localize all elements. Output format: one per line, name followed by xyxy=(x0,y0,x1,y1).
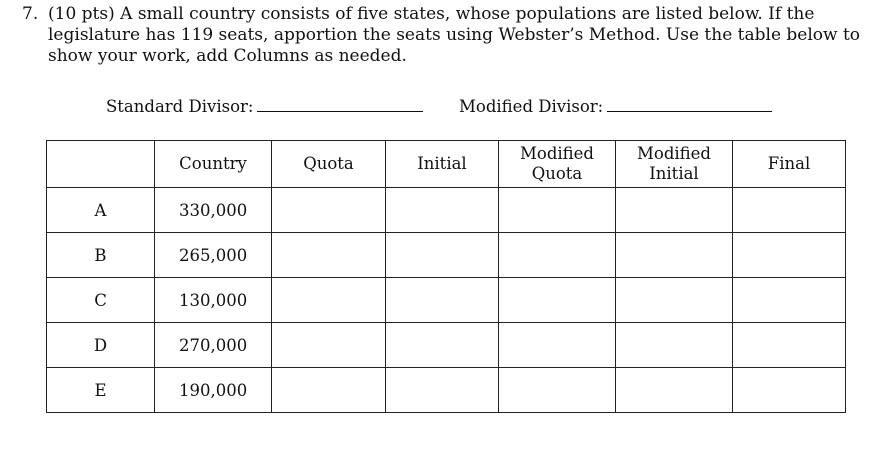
problem-number: 7. xyxy=(22,4,39,24)
modified-divisor-blank xyxy=(607,95,772,112)
modified-quota-cell[interactable] xyxy=(499,278,616,323)
header-initial: Initial xyxy=(386,141,499,188)
header-modified-initial-text: Modified Initial xyxy=(636,144,711,183)
standard-divisor xyxy=(106,95,423,116)
header-country: Country xyxy=(155,141,272,188)
quota-cell[interactable] xyxy=(272,323,386,368)
modified-quota-cell[interactable] xyxy=(499,323,616,368)
population-cell: 265,000 xyxy=(155,233,272,278)
quota-cell[interactable] xyxy=(272,278,386,323)
modified-initial-cell[interactable] xyxy=(616,368,733,413)
final-cell[interactable] xyxy=(733,323,846,368)
header-state xyxy=(47,141,155,188)
table-row xyxy=(47,278,846,323)
modified-initial-cell[interactable] xyxy=(616,323,733,368)
final-cell[interactable] xyxy=(733,188,846,233)
table-row xyxy=(47,233,846,278)
modified-divisor xyxy=(459,95,772,116)
state-cell: A xyxy=(47,188,155,233)
population-cell: 270,000 xyxy=(155,323,272,368)
header-quota: Quota xyxy=(272,141,386,188)
quota-cell[interactable] xyxy=(272,233,386,278)
quota-cell[interactable] xyxy=(272,368,386,413)
modified-initial-cell[interactable] xyxy=(616,188,733,233)
header-final: Final xyxy=(733,141,846,188)
modified-quota-cell[interactable] xyxy=(499,188,616,233)
table-row xyxy=(47,323,846,368)
initial-cell[interactable] xyxy=(386,368,499,413)
initial-cell[interactable] xyxy=(386,188,499,233)
modified-quota-cell[interactable] xyxy=(499,233,616,278)
modified-initial-cell[interactable] xyxy=(616,278,733,323)
modified-quota-cell[interactable] xyxy=(499,368,616,413)
state-cell: C xyxy=(47,278,155,323)
population-cell: 130,000 xyxy=(155,278,272,323)
header-modified-quota-text: Modified Quota xyxy=(519,144,594,183)
quota-cell[interactable] xyxy=(272,188,386,233)
header-modified-initial xyxy=(616,141,733,188)
problem-text: (10 pts) A small country consists of five states, whose populations are listed below. If the legislature has 119 seats, apportion the seats using Webster’s Method. Use the table below to show your work, add Columns as needed. xyxy=(48,4,861,66)
standard-divisor-blank xyxy=(257,95,423,112)
modified-divisor-label: Modified Divisor: xyxy=(459,97,604,116)
initial-cell[interactable] xyxy=(386,323,499,368)
modified-initial-cell[interactable] xyxy=(616,233,733,278)
table-row xyxy=(47,368,846,413)
header-modified-quota xyxy=(499,141,616,188)
final-cell[interactable] xyxy=(733,233,846,278)
population-cell: 330,000 xyxy=(155,188,272,233)
final-cell[interactable] xyxy=(733,278,846,323)
population-cell: 190,000 xyxy=(155,368,272,413)
table-header-row xyxy=(47,141,846,188)
final-cell[interactable] xyxy=(733,368,846,413)
table-row xyxy=(47,188,846,233)
problem-statement xyxy=(22,4,872,67)
state-cell: D xyxy=(47,323,155,368)
state-cell: B xyxy=(47,233,155,278)
standard-divisor-label: Standard Divisor: xyxy=(106,97,254,116)
initial-cell[interactable] xyxy=(386,233,499,278)
state-cell: E xyxy=(47,368,155,413)
apportionment-table xyxy=(46,140,846,413)
initial-cell[interactable] xyxy=(386,278,499,323)
